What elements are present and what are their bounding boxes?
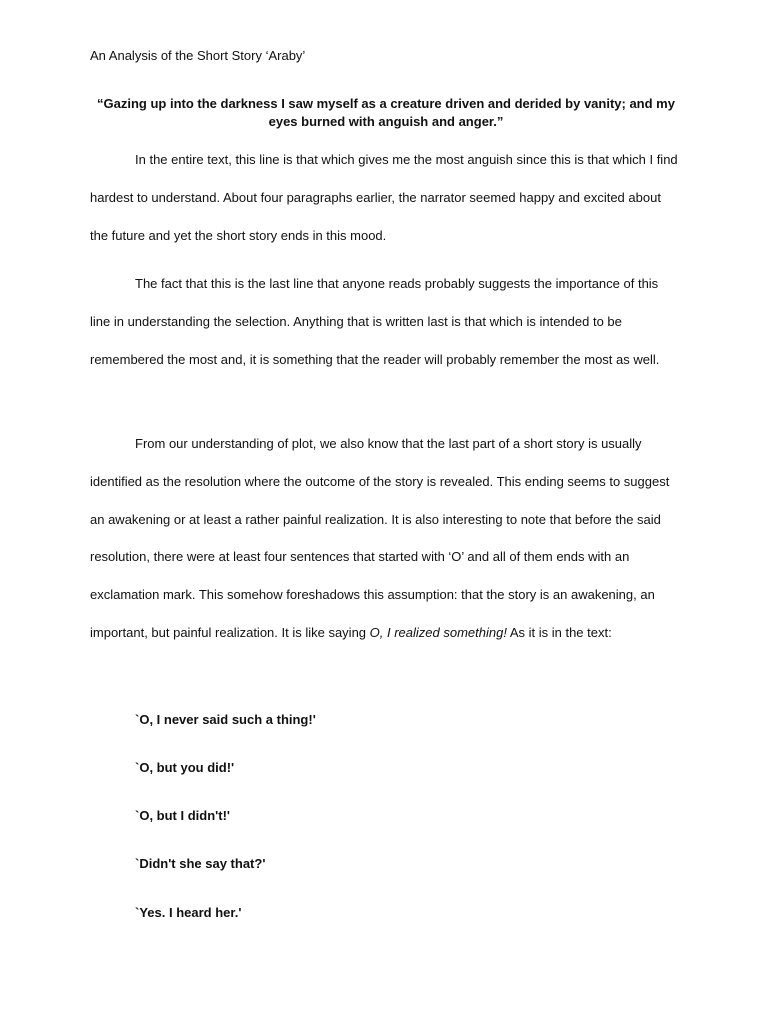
quote-line: `O, but you did!' <box>135 760 235 775</box>
paragraph-3-text-after: As it is in the text: <box>506 624 612 640</box>
paragraph-3-text <box>90 425 682 652</box>
quote-line: `Didn't she say that?' <box>135 856 266 871</box>
paragraph-1-text: In the entire text, this line is that which gives me the most anguish since this is that which I find hardest to understand. About four paragraphs earlier, the narrator seemed happy and excited about the future and yet the short story ends in this mood. <box>90 152 678 243</box>
paragraph-3 <box>90 425 682 652</box>
paragraph-2-text: The fact that this is the last line that anyone reads probably suggests the importance of this line in understanding the selection. Anything that is written last is that which is intended to be remembered the most and, it is something that the reader will probably remember the most as well. <box>90 276 660 367</box>
paragraph-3-text-before: From our understanding of plot, we also know that the last part of a short story is usually identified as the resolution where the outcome of the story is revealed. This ending seems to suggest an awakening or at least a rather painful realization. It is also interesting to note that before the said resolution, there were at least four sentences that started with ‘O’ and all of them ends with an exclamation mark. This somehow foreshadows this assumption: that the story is an awakening, an important, but painful realization. It is like saying <box>90 436 670 640</box>
epigraph-quote: “Gazing up into the darkness I saw myself as a creature driven and derided by vanity; and my eyes burned with anguish and anger.” <box>97 96 675 129</box>
paragraph-3-italic-phrase: O, I realized something! <box>369 624 507 640</box>
quote-line: `O, I never said such a thing!' <box>135 712 316 727</box>
quote-line: `Yes. I heard her.' <box>135 905 242 920</box>
document-title: An Analysis of the Short Story ‘Araby’ <box>90 48 306 63</box>
paragraph-2 <box>90 265 682 378</box>
quote-line: `O, but I didn't!' <box>135 808 230 823</box>
paragraph-1 <box>90 141 682 254</box>
